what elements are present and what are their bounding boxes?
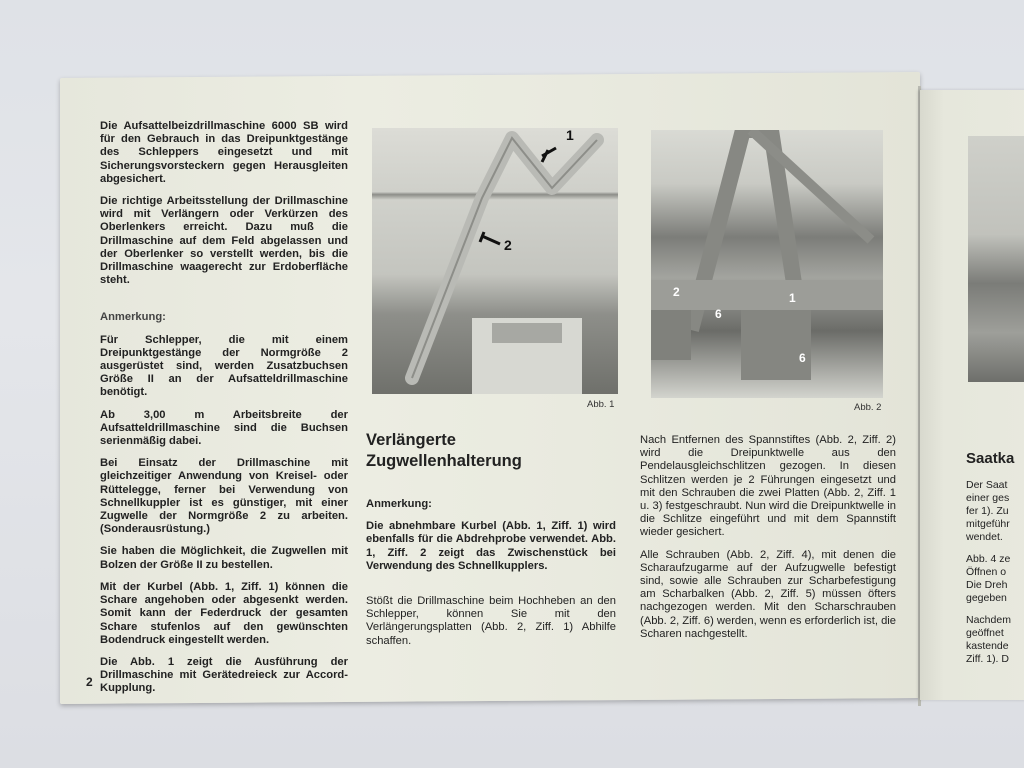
paragraph-partial: Nachdem geöffnet kastende Ziff. 1). D [966,614,1011,666]
crank-handle-illustration [372,128,618,394]
section-title: Verlängerte Zugwellenhalterung [366,431,522,470]
paragraph: Bei Einsatz der Drillmaschine mit gleichzeitiger Anwendung von Kreisel- oder Rüttelegge, ferner bei Verwendung von Schnellkuppler ist es günstiger, mit einer Zugwelle der Normgröße 2 zu arbeiten. (Sonderausrüstung.) [100,457,348,536]
note-text: Die abnehmbare Kurbel (Abb. 1, Ziff. 1) wird ebenfalls für die Abdrehprobe verwendet. Abb. 1, Ziff. 2 zeigt das Zwischenstück bei Verwendung des Schnellkupplers. [366,520,616,572]
paragraph: Die richtige Arbeitsstellung der Drillmaschine wird mit Verlängern oder Verkürzen des Oberlenkers erreicht. Dazu muß die Drillmaschine auf dem Feld abgelassen und der Oberlenker so verstellt werden, bis die Drillmaschine waagerecht zur Erdoberfläche steht. [100,195,348,287]
svg-text:6: 6 [715,307,722,321]
column-4-partial [966,452,1024,675]
figure-1-caption: Abb. 1 [587,399,615,410]
page-number: 2 [86,675,93,689]
paragraph: Mit der Kurbel (Abb. 1, Ziff. 1) können die Schare angehoben oder abgesenkt werden. Somit kann der Federdruck der gesamten Schare stufenlos auf den gewünschten Bodendruck eingestellt werden. [100,580,348,646]
section-title-partial: Saatka [966,452,1015,467]
paragraph: Nach Entfernen des Spannstiftes (Abb. 2, Ziff. 2) wird die Dreipunktwelle aus den Pendelausgleichschlitzen gezogen. In diesen Schlitzen werden je 2 Führungen eingesetzt und mit den Schrauben die zwei Platten (Abb. 2, Ziff. 1 u. 3) festgeschraubt. Nun wird die Dreipunktwelle in die Schlitze eingeführt und mit dem Spannstift wieder gesichert. [640,434,896,539]
figure-1-photo [372,128,618,394]
paragraph: Für Schlepper, die mit einem Dreipunktgestänge der Normgröße 2 ausgerüstet sind, werden Zusatzbuchsen Größe II an der Aufsatteldrillmaschine benötigt. [100,333,348,399]
svg-text:1: 1 [789,291,796,305]
figure-2-photo [651,130,883,398]
figure-3-photo-partial [968,136,1024,382]
paragraph: Alle Schrauben (Abb. 2, Ziff. 4), mit denen die Scharaufzugarme auf der Aufzugwelle befestigt sind, sowie alle Schrauben zur Scharbefestigung am Scharbalken (Abb. 2, Ziff. 5) müssen öfters nachgezogen werden. Mit den Scharschrauben (Abb. 2, Ziff. 6) werden, wenn es erforderlich ist, die Scharen nachgestellt. [640,548,896,640]
svg-text:2: 2 [504,237,512,253]
paragraph: Ab 3,00 m Arbeitsbreite der Aufsatteldrillmaschine sind die Buchsen serienmäßig dabei. [100,408,348,448]
svg-text:2: 2 [673,285,680,299]
note-label: Anmerkung: [366,498,432,510]
svg-text:6: 6 [799,351,806,365]
paragraph: Sie haben die Möglichkeit, die Zugwellen mit Bolzen der Größe II zu bestellen. [100,545,348,571]
column-2 [366,430,616,657]
paragraph: Die Aufsattelbeizdrillmaschine 6000 SB wird für den Gebrauch in das Dreipunktgestänge des Schleppers eingesetzt und mit Sicherungsvorsteckern gegen Herausgleiten abgesichert. [100,120,348,185]
column-3 [640,434,896,650]
seed-drill-frame-illustration [651,130,883,398]
paragraph: Die Abb. 1 zeigt die Ausführung der Drillmaschine mit Gerätedreieck zur Accord-Kupplung. [100,655,348,695]
paragraph-partial: Abb. 4 ze Öffnen o Die Dreh gegeben [966,553,1011,605]
column-1 [100,120,348,705]
figure-2-caption: Abb. 2 [854,402,882,413]
svg-text:1: 1 [566,128,574,143]
paragraph-partial: Der Saat einer ges fer 1). Zu mitgeführ wendet. [966,479,1010,544]
note-label: Anmerkung: [100,311,166,324]
paragraph: Stößt die Drillmaschine beim Hochheben an den Schlepper, können Sie mit den Verlängerungsplatten (Abb. 2, Ziff. 1) Abhilfe schaffen. [366,595,616,647]
